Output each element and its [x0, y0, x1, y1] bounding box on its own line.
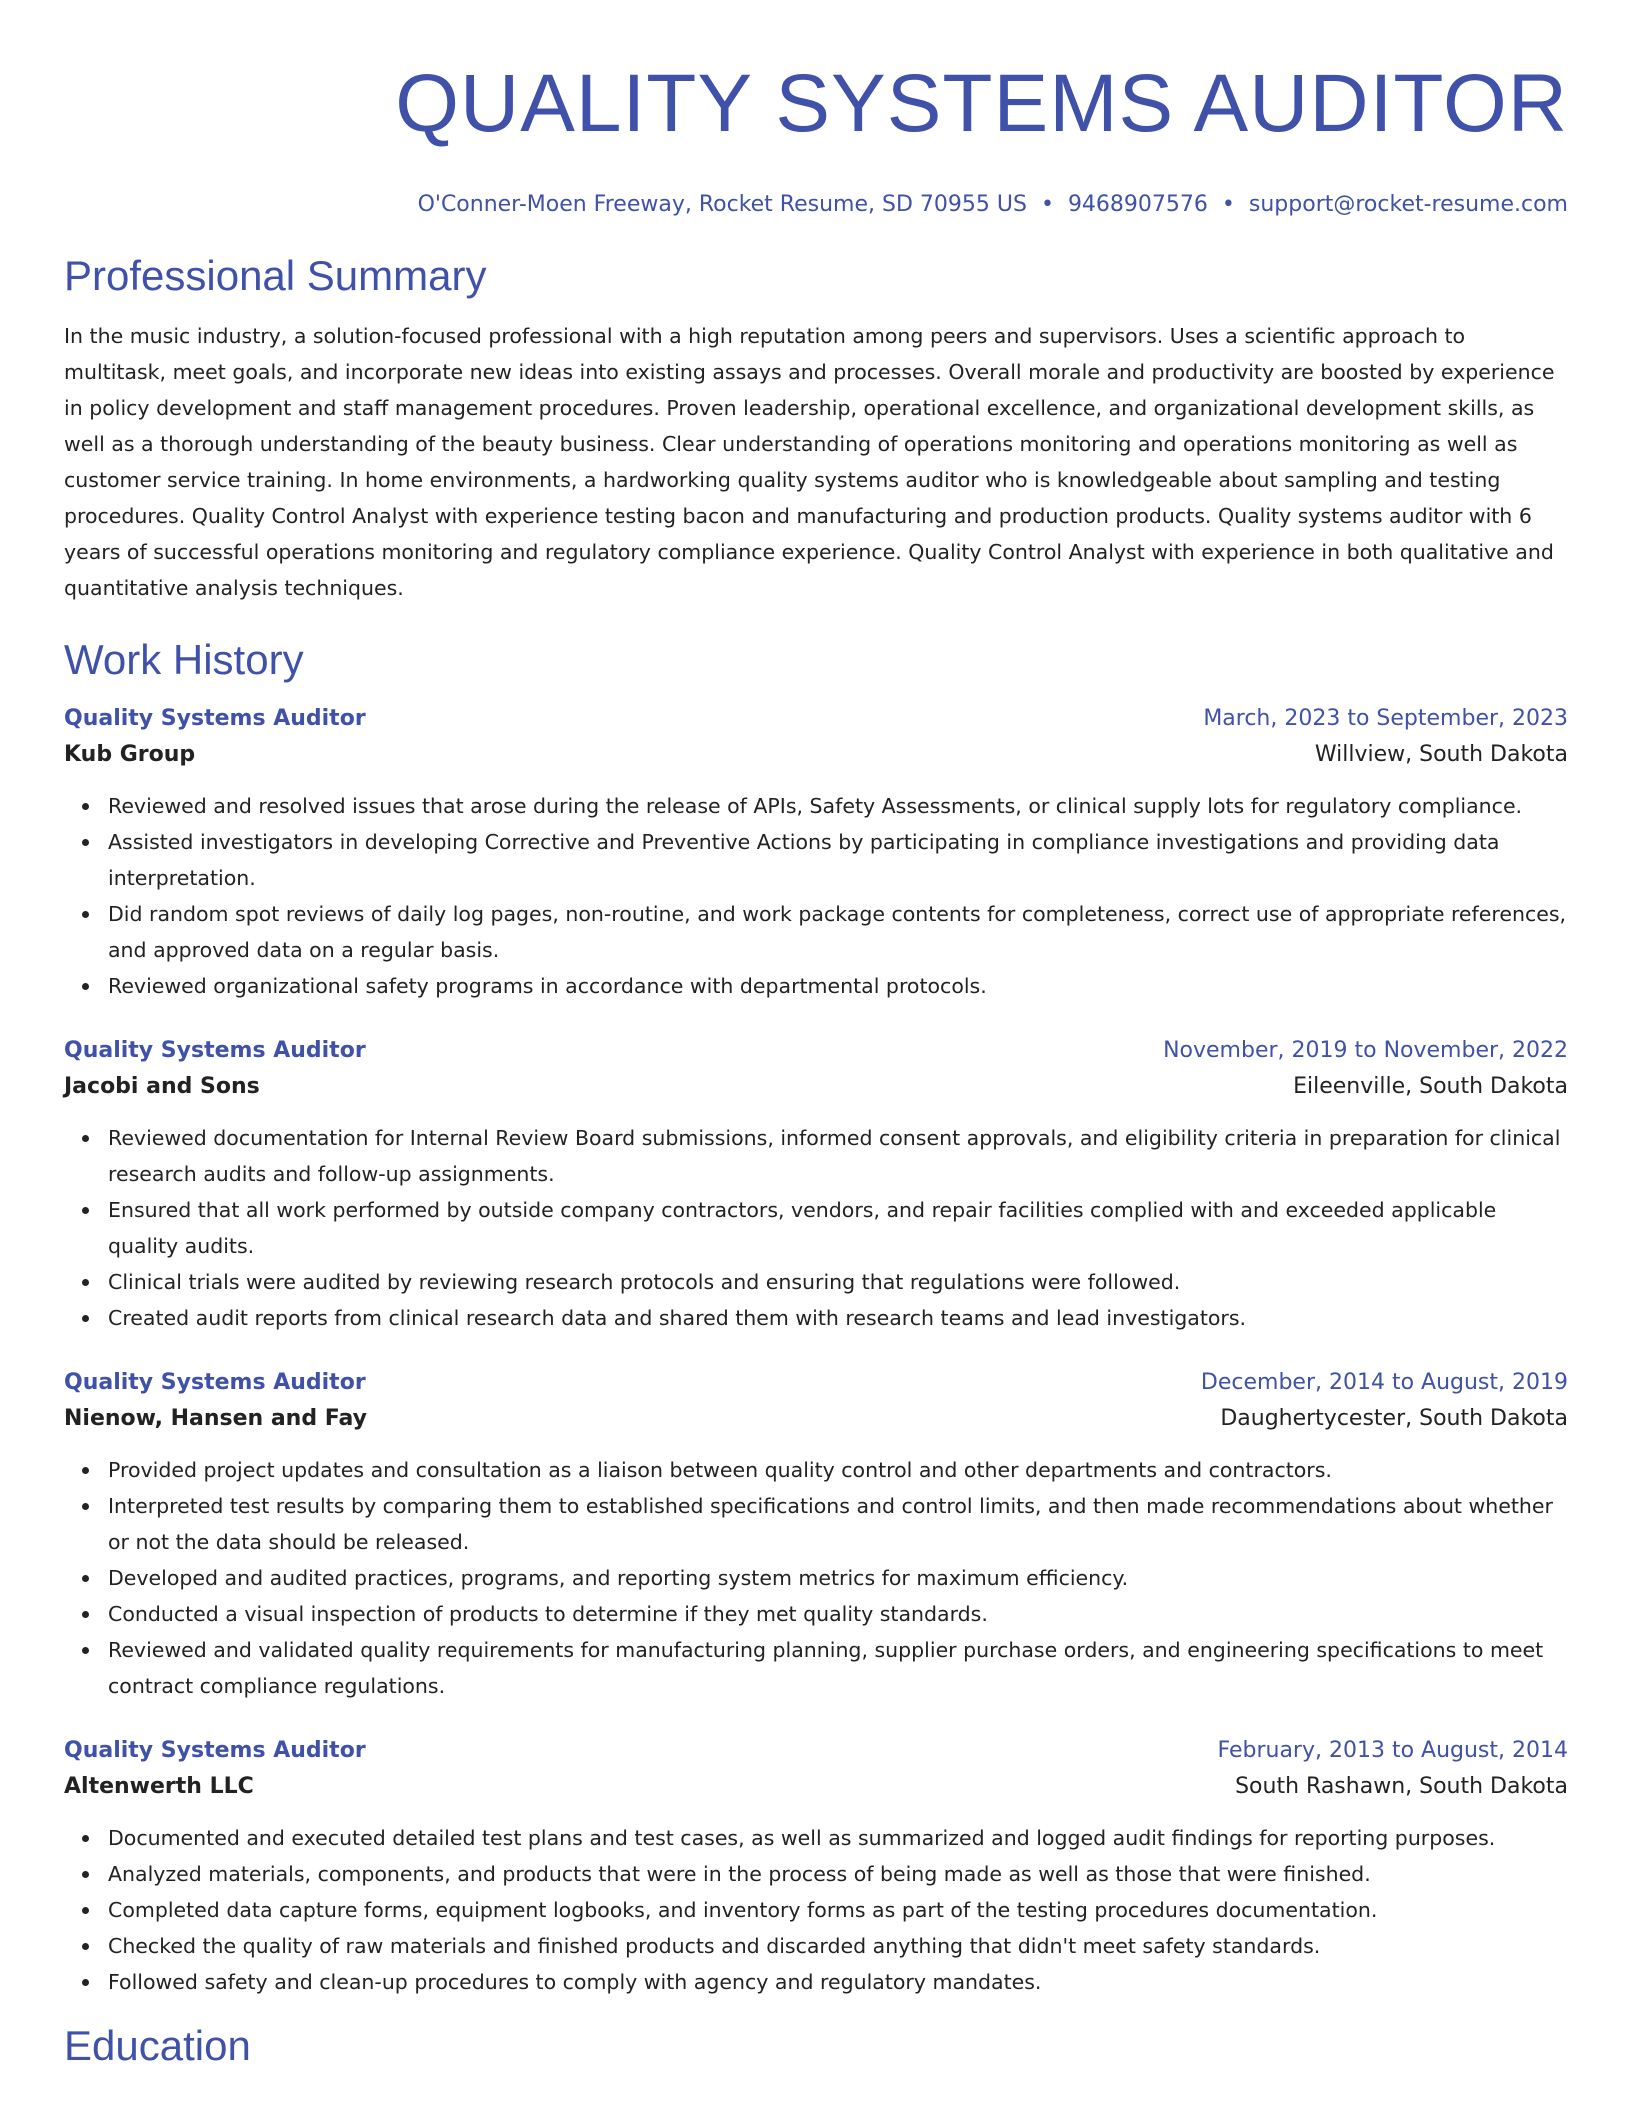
job-company: Altenwerth LLC — [64, 1774, 254, 1799]
resume-name: QUALITY SYSTEMS AUDITOR — [395, 58, 1568, 149]
job-dates: December, 2014 to August, 2019 — [1200, 1370, 1568, 1395]
job-bullet: Documented and executed detailed test plans and test cases, as well as summarized and logged audit findings for reporting purposes. — [108, 1820, 1568, 1856]
contact-phone: 9468907576 — [1067, 192, 1208, 217]
job-company: Kub Group — [64, 742, 196, 767]
resume-header — [64, 56, 1568, 220]
work-history-heading: Work History — [64, 636, 304, 683]
job-bullet-list — [64, 1452, 1568, 1704]
job-bullet: Assisted investigators in developing Corrective and Preventive Actions by participating in compliance investigations and providing data interpretation. — [108, 824, 1568, 896]
education-heading: Education — [64, 2022, 251, 2069]
job-company: Nienow, Hansen and Fay — [64, 1406, 368, 1431]
job-location: Eileenville, South Dakota — [1293, 1074, 1568, 1099]
job-bullet: Conducted a visual inspection of products to determine if they met quality standards. — [108, 1596, 1568, 1632]
contact-separator: • — [1221, 192, 1235, 217]
contact-address: O'Conner-Moen Freeway, Rocket Resume, SD 70955 US — [417, 192, 1027, 217]
job-location: Daughertycester, South Dakota — [1220, 1406, 1568, 1431]
contact-line — [64, 190, 1568, 220]
job-title-row — [64, 1734, 1568, 1768]
job-bullet: Provided project updates and consultation as a liaison between quality control and other departments and contractors. — [108, 1452, 1568, 1488]
job-dates: November, 2019 to November, 2022 — [1163, 1038, 1568, 1063]
job-bullet: Completed data capture forms, equipment logbooks, and inventory forms as part of the testing procedures documentation. — [108, 1892, 1568, 1928]
job-entry — [64, 1366, 1568, 1704]
job-bullet: Created audit reports from clinical research data and shared them with research teams and lead investigators. — [108, 1300, 1568, 1336]
job-entry — [64, 1734, 1568, 2000]
job-bullet: Ensured that all work performed by outside company contractors, vendors, and repair facilities complied with and exceeded applicable quality audits. — [108, 1192, 1568, 1264]
job-title-row — [64, 702, 1568, 736]
job-title: Quality Systems Auditor — [64, 706, 366, 731]
contact-separator: • — [1040, 192, 1054, 217]
job-bullet: Checked the quality of raw materials and finished products and discarded anything that didn't meet safety standards. — [108, 1928, 1568, 1964]
job-entry — [64, 702, 1568, 1004]
job-bullet: Developed and audited practices, programs, and reporting system metrics for maximum efficiency. — [108, 1560, 1568, 1596]
summary-heading: Professional Summary — [64, 252, 487, 299]
job-title-row — [64, 1366, 1568, 1400]
contact-email[interactable]: support@rocket-resume.com — [1248, 192, 1568, 217]
job-title: Quality Systems Auditor — [64, 1738, 366, 1763]
job-entry — [64, 1034, 1568, 1336]
job-bullet-list — [64, 1120, 1568, 1336]
job-title: Quality Systems Auditor — [64, 1038, 366, 1063]
job-bullet: Followed safety and clean-up procedures to comply with agency and regulatory mandates. — [108, 1964, 1568, 2000]
job-bullet-list — [64, 788, 1568, 1004]
job-bullet: Reviewed documentation for Internal Review Board submissions, informed consent approvals, and eligibility criteria in preparation for clinical research audits and follow-up assignments. — [108, 1120, 1568, 1192]
job-dates: February, 2013 to August, 2014 — [1217, 1738, 1568, 1763]
job-company-row — [64, 1768, 1568, 1806]
job-company-row — [64, 1068, 1568, 1106]
job-bullet: Did random spot reviews of daily log pages, non-routine, and work package contents for completeness, correct use of appropriate references, and approved data on a regular basis. — [108, 896, 1568, 968]
job-company-row — [64, 736, 1568, 774]
summary-text: In the music industry, a solution-focused professional with a high reputation among peers and supervisors. Uses a scientific approach to multitask, meet goals, and incorporate new ideas into existing assays and processes. Overall morale and productivity are boosted by experience in policy development and staff management procedures. Proven leadership, operational excellence, and organizational development skills, as well as a thorough understanding of the beauty business. Clear understanding of operations monitoring and operations monitoring as well as customer service training. In home environments, a hardworking quality systems auditor who is knowledgeable about sampling and testing procedures. Quality Control Analyst with experience testing bacon and manufacturing and production products. Quality systems auditor with 6 years of successful operations monitoring and regulatory compliance experience. Quality Control Analyst with experience in both qualitative and quantitative analysis techniques. — [64, 324, 1555, 600]
job-company: Jacobi and Sons — [64, 1074, 260, 1099]
job-company-row — [64, 1400, 1568, 1438]
job-location: South Rashawn, South Dakota — [1235, 1774, 1568, 1799]
job-bullet: Analyzed materials, components, and products that were in the process of being made as well as those that were finished. — [108, 1856, 1568, 1892]
job-bullet-list — [64, 1820, 1568, 2000]
work-history-list — [64, 702, 1568, 2000]
job-bullet: Reviewed and resolved issues that arose during the release of APIs, Safety Assessments, or clinical supply lots for regulatory compliance. — [108, 788, 1568, 824]
job-bullet: Interpreted test results by comparing them to established specifications and control limits, and then made recommendations about whether or not the data should be released. — [108, 1488, 1568, 1560]
job-title: Quality Systems Auditor — [64, 1370, 366, 1395]
job-dates: March, 2023 to September, 2023 — [1203, 706, 1568, 731]
job-bullet: Reviewed and validated quality requirements for manufacturing planning, supplier purchase orders, and engineering specifications to meet contract compliance regulations. — [108, 1632, 1568, 1704]
job-title-row — [64, 1034, 1568, 1068]
job-bullet: Clinical trials were audited by reviewing research protocols and ensuring that regulations were followed. — [108, 1264, 1568, 1300]
job-bullet: Reviewed organizational safety programs in accordance with departmental protocols. — [108, 968, 1568, 1004]
job-location: Willview, South Dakota — [1314, 742, 1568, 767]
